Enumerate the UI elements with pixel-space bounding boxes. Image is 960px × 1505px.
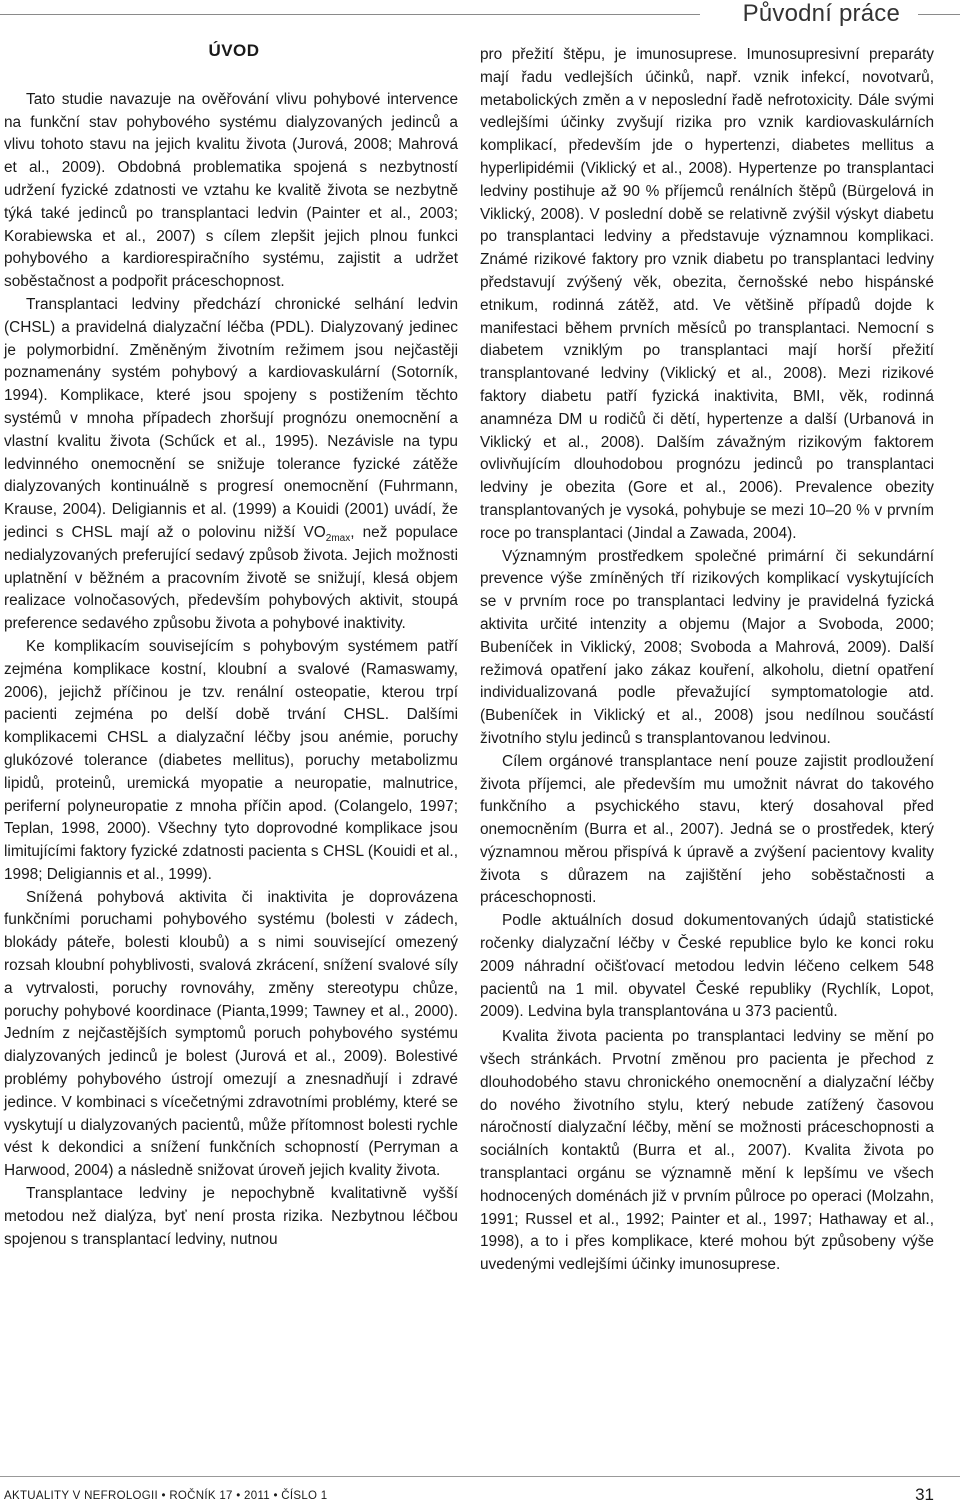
- section-label: Původní práce: [735, 0, 908, 28]
- left-column: [4, 40, 458, 1251]
- paragraph-text: , než populace nedialyzovaných preferující sedavý způsob života. Jejich možnosti uplatnění v běžném a pracovním životě se snižují, klesá objem realizace volnočasových, především pohybových aktivit, stoupá preference sedavého způsobu života a pohybové inaktivity.: [4, 523, 458, 633]
- paragraph: Tato studie navazuje na ověřování vlivu pohybové intervence na funkční stav pohybového systému dialyzovaných jedinců a vlivu tohoto stavu na jejich kvalitu života (Jurová, 2008; Mahrová et al., 2009). Obdobná problematika spojená s nezbytností udržení fyzické zdatnosti ve vztahu ke kvalitě života se nezbytně týká také jedinců po transplantaci ledvin (Painter et al., 2003; Korabiewska et al., 2007) s cílem zlepšit jejich plnou funkci pohybového a kardiorespiračního systému, zajistit a udržet soběstačnost a podpořit práceschopnost.: [4, 90, 458, 291]
- footer-rule: [0, 1476, 960, 1477]
- paragraph: pro přežití štěpu, je imunosuprese. Imunosupresivní preparáty mají řadu vedlejších účinků, např. vznik infekcí, novotvarů, metabolických změn a v neposlední řadě nefrotoxicity. Dále svými vedlejšími účinky zvyšují rizika pro vznik kardiovaskulárních komplikací, především jde o hypertenzi, diabetes mellitus a hyperlipidémii (Viklický et al., 2008). Hypertenze po transplantaci ledviny postihuje až 90 % příjemců renálních štěpů (Bürgelová in Viklický, 2008). V poslední době se relativně zvýšil výskyt diabetu po transplantaci ledviny a představuje významnou komplikaci. Známé rizikové faktory pro vznik diabetu po transplantaci ledviny představují zvýšený věk, obezita, černošské nebo hispánské etnikum, rodinná zátěž, atd. Ve většině případů dojde k manifestaci během prvních měsíců po transplantaci. Nemocní s diabetem vzniklým po transplantaci mají horší přežití transplantované ledviny (Viklický et al., 2008). Mezi rizikové faktory diabetu patří fyzická inaktivita, BMI, věk, rodinná anamnéza DM u rodičů či dětí, hypertenze a další (Urbanová in Viklický et al., 2008). Dalším závažným rizikovým faktorem ovlivňujícím dlouhodobou prognózu jedinců po transplantaci ledviny je obezita (Gore et al., 2006). Prevalence obezity transplantovaných je vysoká, pohybuje se mezi 10–20 % v prvním roce po transplantaci (Jindal a Zawada, 2004).: [480, 46, 934, 542]
- page-footer: [0, 1476, 960, 1505]
- section-heading: ÚVOD: [208, 41, 260, 60]
- header-rule-right: [918, 14, 960, 15]
- paragraph: Ke komplikacím souvisejícím s pohybovým systémem patří zejména komplikace kostní, kloubní a svalové (Ramaswamy, 2006), jejichž příčinou je tzv. renální osteopatie, kterou trpí pacienti zejména po delší době trvání CHSL. Dalšími komplikacemi CHSL a dialyzační léčby jsou anémie, poruchy glukózové tolerance (diabetes mellitus), poruchy metabolizmu lipidů, proteinů, uremická myopatie a neuropatie, malnutrice, periferní polyneuropatie z mnoha příčin apod. (Colangelo, 1997; Teplan, 1998, 2000). Všechny tyto doprovodné komplikace jsou limitujícími faktory fyzické zdatnosti pacienta s CHSL (Kouidi et al., 1998; Deligiannis et al., 1999).: [4, 637, 458, 883]
- right-column: [480, 44, 934, 1277]
- paragraph: Kvalita života pacienta po transplantaci ledviny se mění po všech stránkách. Prvotní změnou pro pacienta je přechod z dlouhodobého stavu chronického onemocnění a dialyzační léčby do nového životního stylu, který nebude zatížený časovou náročností dialyzační léčby, mění se možnosti práceschopnosti a sociálních kontaktů (Burra et al., 2007). Kvalita života po transplantaci orgánu se významně mění k lepšímu ve všech hodnocených doménách již v prvním půlroce po operaci (Molzahn, 1991; Russel et al., 1992; Painter et al., 1997; Hathaway et al., 1998), a to i přes komplikace, které mohou být způsobeny výše uvedenými vedlejšími účinky imunosuprese.: [480, 1028, 934, 1274]
- paragraph-text: Transplantaci ledviny předchází chronické selhání ledvin (CHSL) a pravidelná dialyzační léčba (PDL). Dialyzovaný jedinec je polymorbidní. Změněným životním režimem jsou nejčastěji poznamenány systém pohybový a kardiovaskulární (Sotorník, 1994). Komplikace, které jsou spojeny s postižením těchto systémů v mnoha případech zhoršují prognózu onemocnění a vlastní kvalitu života (Schűck et al., 1995). Nezávisle na typu ledvinného onemocnění se snižuje tolerance fyzické zátěže dialyzovaných kontinuálně s progresí onemocnění (Fuhrmann, Krause, 2004). Deligiannis et al. (1999) a Kouidi (2001) uvádí, že jedinci s CHSL mají až o polovinu nižší VO: [4, 295, 458, 541]
- header-rule-left: [0, 14, 700, 15]
- paragraph: Významným prostředkem společné primární či sekundární prevence výše zmíněných tří rizikových komplikací vyskytujících se v prvním roce po transplantaci ledviny je pravidelná fyzická aktivita určité intenzity a objemu (Major a Svoboda, 2000; Bubeníček in Viklický, 2008; Svoboda a Mahrová, 2009). Další režimová opatření jako zákaz kouření, alkoholu, dietní opatření individualizovaná podle převažující symptomatologie atd. (Bubeníček in Viklický et al., 2008) jsou nedílnou součástí životního stylu jedinců s transplantovanou ledvinou.: [480, 547, 934, 747]
- subscript: 2max: [325, 533, 351, 545]
- paragraph: Podle aktuálních dosud dokumentovaných údajů statistické ročenky dialyzační léčby v České republice bylo ke konci roku 2009 náhradní očišťovací metodou ledvin léčeno celkem 548 pacientů na 1 mil. obyvatel České republiky (Rychlík, Lopot, 2009). Ledvina byla transplantována u 373 pacientů.: [480, 912, 934, 1021]
- journal-citation: AKTUALITY V NEFROLOGII • ROČNÍK 17 • 2011 • ČÍSLO 1: [4, 1490, 328, 1502]
- paragraph: [4, 294, 458, 636]
- running-header: [0, 0, 960, 36]
- paragraph: Snížená pohybová aktivita či inaktivita je doprovázena funkčními poruchami pohybového systému (bolesti v zádech, blokády páteře, bolesti kloubů) a s nimi související omezený rozsah kloubní pohyblivosti, svalová zkrácení, snížení svalové síly a vytrvalosti, poruchy rovnováhy, změny stereotypu chůze, poruchy pohybové koordinace (Pianta,1999; Tawney et al., 2000). Jedním z nejčastějších symptomů poruch pohybového systému dialyzovaných jedinců je bolest (Jurová et al., 2009). Bolestivé problémy pohybového ústrojí omezují a znesnadňují i zdravé jedince. V kombinaci s vícečetnými zdravotními problémy, které se vyskytují u dialyzovaných pacientů, může přítomnost bolesti rychle vést k dekondici a snížení funkčních schopností (Perryman a Harwood, 2004) a následně snižovat úroveň jejich kvality života.: [4, 888, 458, 1180]
- page-number: 31: [915, 1485, 934, 1504]
- paragraph: Cílem orgánové transplantace není pouze zajistit prodloužení života příjemci, ale především mu umožnit návrat do takového funkčního a psychického stavu, který dosahoval před onemocněním (Burra et al., 2007). Jedná se o prostředek, který významnou měrou přispívá k úpravě a zvýšení pacientovy kvality života s důrazem na zajištění jeho soběstačnosti a práceschopnosti.: [480, 752, 934, 907]
- paragraph: Transplantace ledviny je nepochybně kvalitativně vyšší metodou než dialýza, byť není prosta rizika. Nezbytnou léčbou spojenou s transplantací ledviny, nutnou: [4, 1185, 458, 1248]
